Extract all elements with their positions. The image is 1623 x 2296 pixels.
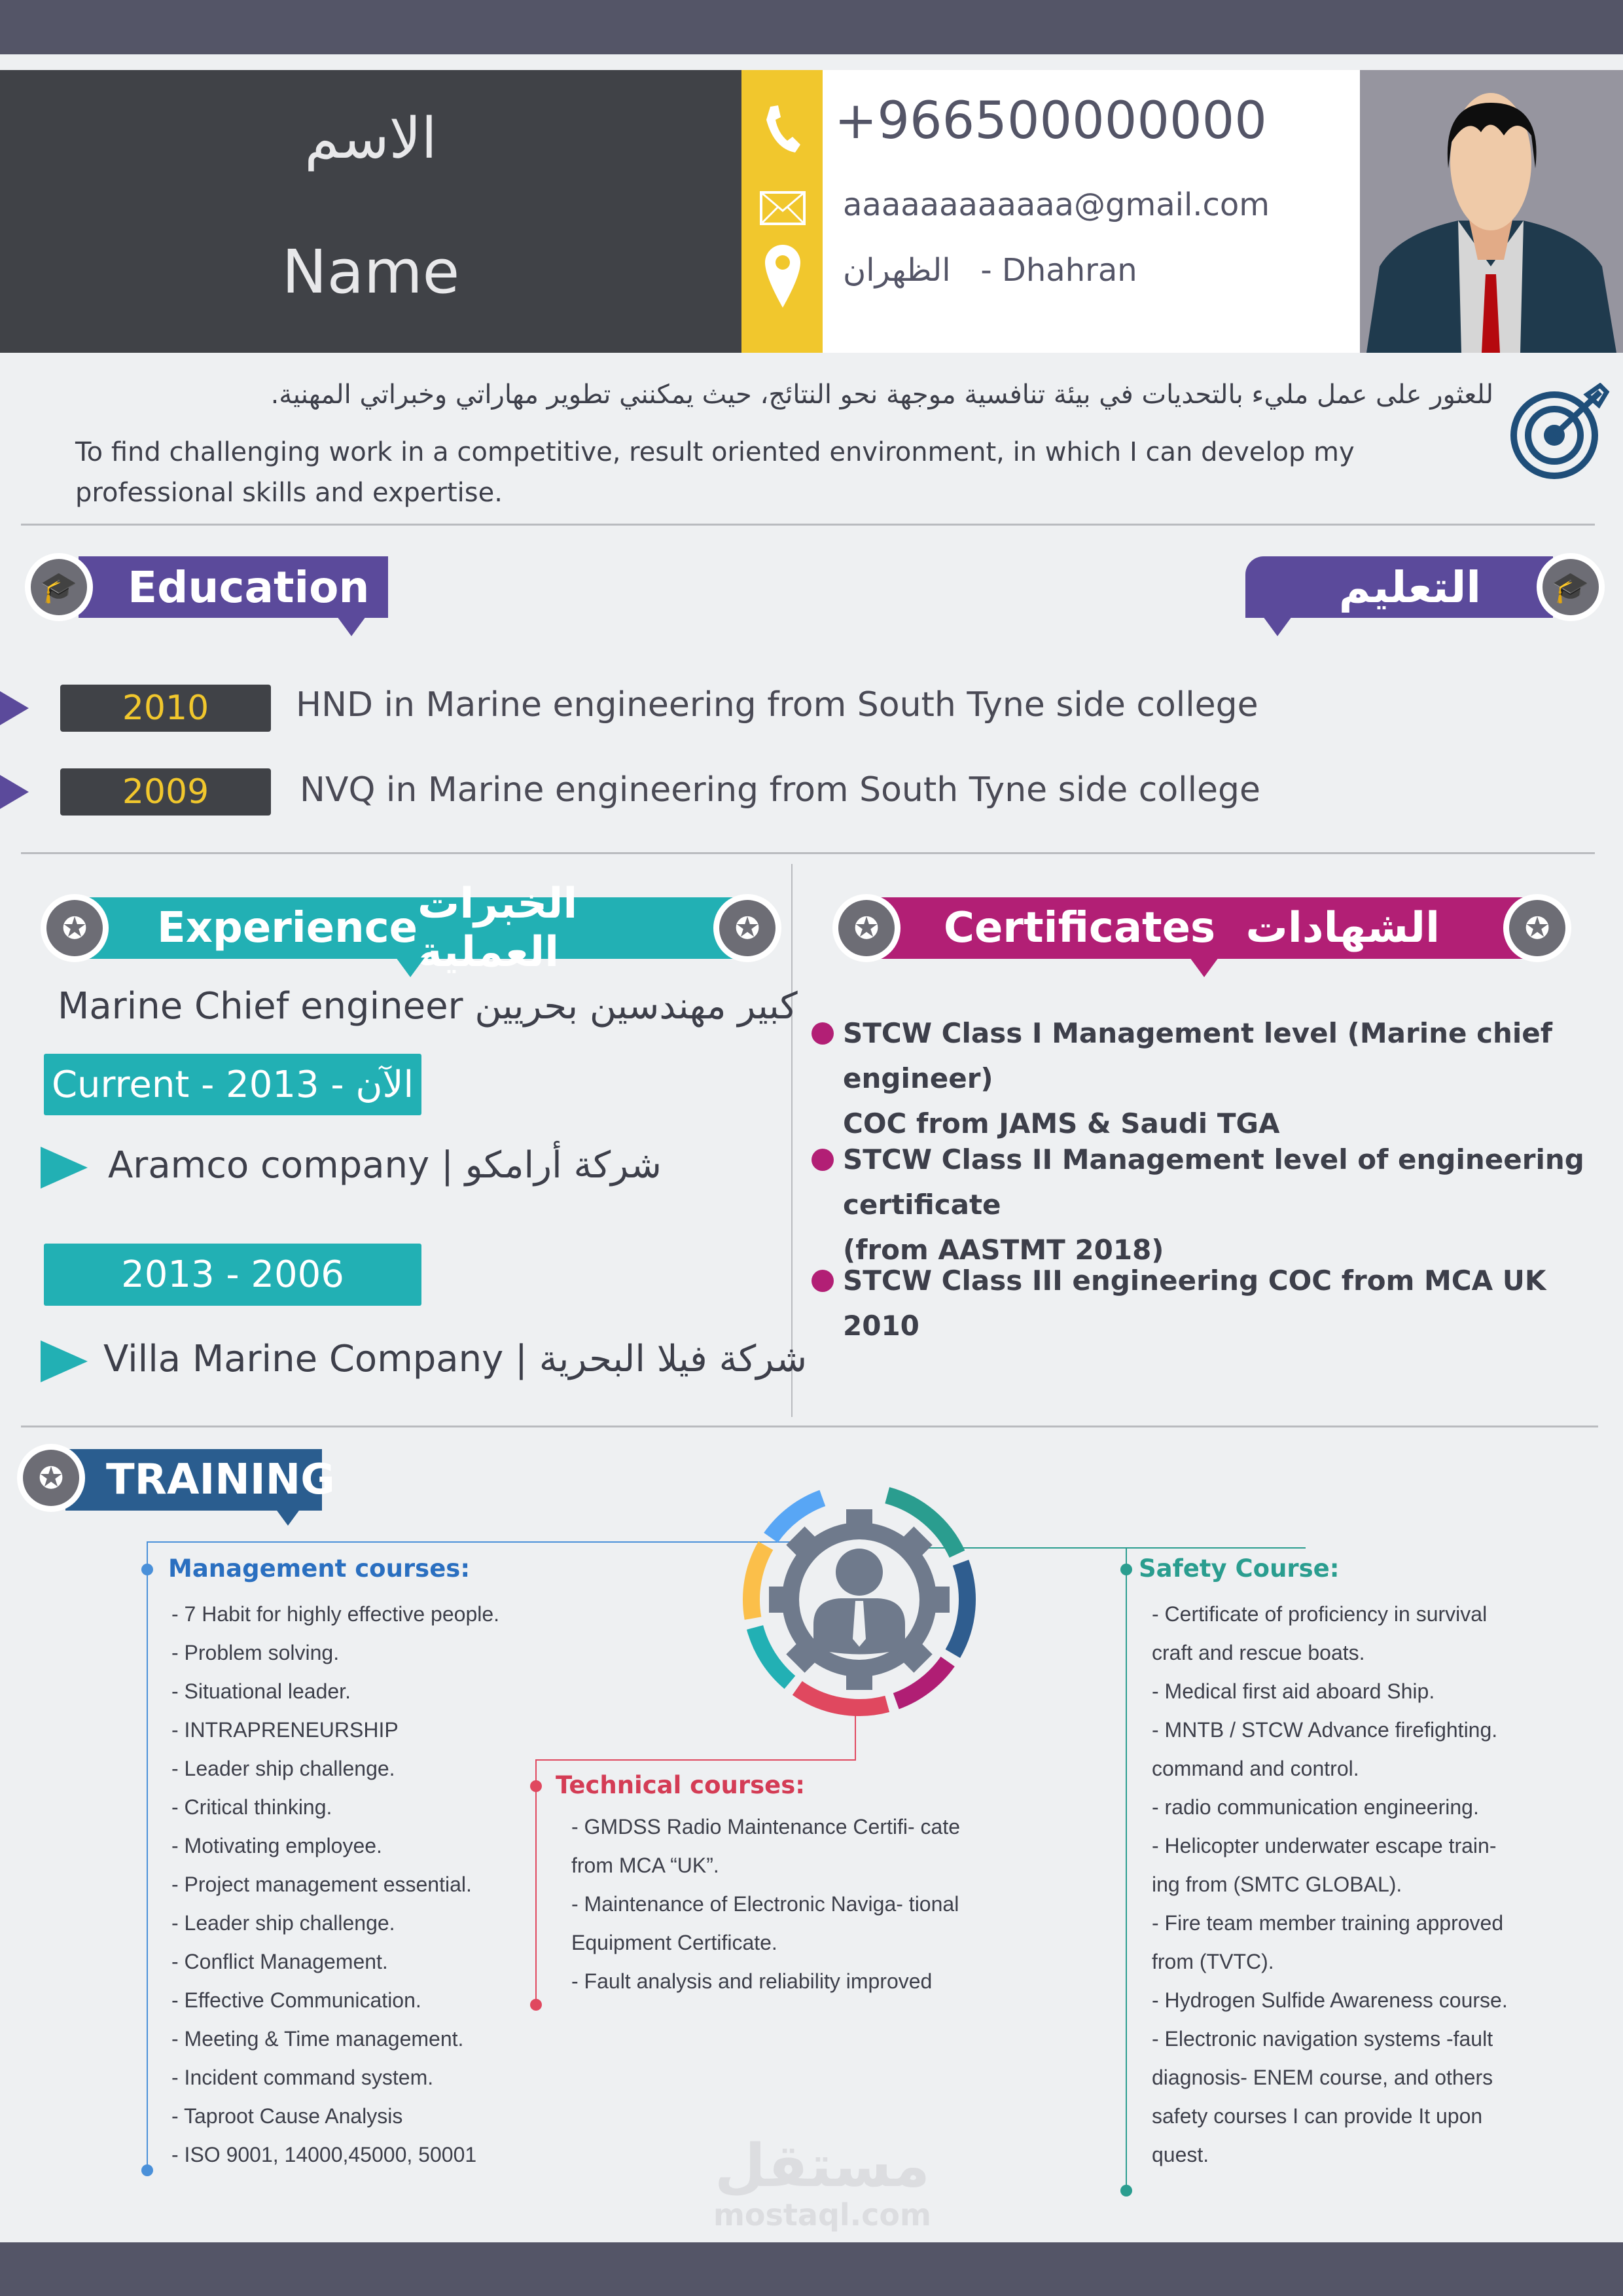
certificate-line: COC from JAMS & Saudi TGA [843,1107,1280,1139]
bullet-arrow-icon [41,1147,88,1189]
connector-line [1126,1547,1127,2191]
graduation-cap-icon: 🎓 [1537,553,1605,621]
contact-icon-strip [741,70,823,353]
divider [21,852,1595,854]
certificates-title: Certificates [944,904,1216,952]
course-item: - Critical thinking. [171,1795,332,1819]
city-arabic: الظهران [843,252,951,289]
ribbon-pointer [396,958,425,977]
bullet-arrow-icon [41,1340,88,1382]
timeline-node [141,1564,153,1575]
timeline-node [1120,1564,1132,1575]
phone-icon [761,103,803,155]
course-item: - Project management essential. [171,1873,472,1896]
course-item: safety courses I can provide It upon [1152,2104,1483,2128]
ribbon-pointer [337,617,366,636]
course-item: - Fire team member training approved [1152,1911,1504,1935]
course-item: - Hydrogen Sulfide Awareness course. [1152,1988,1508,2012]
course-item: - Situational leader. [171,1679,351,1703]
course-item: craft and rescue boats. [1152,1641,1365,1664]
training-gear-graphic [728,1469,990,1731]
course-item: - Leader ship challenge. [171,1757,395,1780]
avatar [1360,70,1623,353]
course-item: - Leader ship challenge. [171,1911,395,1935]
ribbon-pointer [1190,958,1219,977]
person-avatar-icon [1360,70,1623,353]
award-badge-icon: ✪ [713,894,781,962]
job-role: Marine Chief engineer كبير مهندسين بحريين [58,985,798,1028]
year-badge: 2010 [60,685,271,732]
period-badge: 2013 - 2006 [44,1244,421,1306]
target-icon [1508,383,1610,481]
course-item: from MCA “UK”. [571,1854,719,1877]
certificates-header [870,897,1538,959]
email-address: aaaaaaaaaaaa@gmail.com [843,187,1270,223]
connector-line [147,1541,801,1543]
divider [21,1426,1598,1427]
bullet-dot [812,1149,834,1171]
education-title: Education [128,562,370,613]
award-badge-icon: ✪ [832,894,901,962]
name-arabic: الاسم [304,106,437,171]
company-name: Villa Marine Company | شركة فيلا البحرية [103,1338,808,1380]
course-item: - Effective Communication. [171,1988,421,2012]
top-bar [0,0,1623,54]
experience-title: Experience [157,904,418,952]
location [843,252,1137,289]
course-item: Equipment Certificate. [571,1931,777,1954]
course-item: - Electronic navigation systems -fault [1152,2027,1493,2051]
timeline-node [530,1780,542,1792]
course-item: - Incident command system. [171,2066,434,2089]
course-item: - GMDSS Radio Maintenance Certifi- cate [571,1815,960,1839]
award-badge-icon: ✪ [1503,894,1571,962]
course-item: - Conflict Management. [171,1950,388,1973]
certificate-line: STCW Class III engineering COC from MCA UK 2010 [843,1265,1546,1342]
objective-english: To find challenging work in a competitive, result oriented environment, in which I can develop my professional skills and expertise. [75,437,1355,508]
certificate-item [812,1137,1616,1272]
technical-title: Technical courses: [556,1771,806,1799]
course-item: - Certificate of proficiency in survival [1152,1602,1488,1626]
course-item: - Taproot Cause Analysis [171,2104,403,2128]
bottom-bar [0,2242,1623,2296]
certificates-title-arabic: الشهادات [1245,904,1440,952]
course-item: diagnosis- ENEM course, and others [1152,2066,1493,2089]
watermark-arabic: مستقل [714,2132,931,2200]
location-pin-icon [764,243,802,309]
bullet-arrow-icon [0,775,29,809]
management-title: Management courses: [168,1554,471,1583]
course-item: command and control. [1152,1757,1359,1780]
experience-header [79,880,746,977]
connector-line [535,1759,537,2005]
name-english: Name [281,237,460,307]
timeline-node [141,2164,153,2176]
course-item: - MNTB / STCW Advance firefighting. [1152,1718,1498,1742]
company-name: Aramco company | شركة أرامكو [108,1144,662,1187]
safety-title: Safety Course: [1139,1554,1340,1583]
bullet-arrow-icon [0,691,29,725]
course-item: - Fault analysis and reliability improved [571,1969,933,1993]
certificate-item [812,1011,1616,1146]
name-panel [0,70,741,353]
certificate-line: (from AASTMT 2018) [843,1234,1164,1266]
watermark-logo [713,2132,931,2233]
watermark-url: mostaql.com [713,2197,931,2233]
column-divider [791,864,793,1417]
education-title-arabic: التعليم [1338,562,1481,613]
technical-course-list [571,1808,960,2001]
divider [21,524,1595,526]
certificate-line: STCW Class II Management level of engineering certificate [843,1143,1584,1221]
education-header-ar [1245,556,1553,618]
course-item: - radio communication engineering. [1152,1795,1479,1819]
period-badge: Current - الآن - 2013 [44,1054,421,1115]
training-title: TRAINING [106,1456,335,1504]
graduation-cap-icon: 🎓 [25,553,93,621]
course-item: quest. [1152,2143,1209,2166]
ribbon-pointer [274,1506,302,1526]
year-badge: 2009 [60,768,271,816]
connector-line [147,1541,148,2170]
course-item: - Medical first aid aboard Ship. [1152,1679,1435,1703]
education-header-en [79,556,388,618]
objective-arabic: للعثور على عمل مليء بالتحديات في بيئة تنافسية موجهة نحو النتائج، حيث يمكنني تطوير مهاراتي وخبراتي المهنية. [270,380,1493,410]
timeline-node [530,1999,542,2011]
course-item: - Motivating employee. [171,1834,382,1857]
safety-course-list [1152,1595,1508,2174]
course-item: ing from (SMTC GLOBAL). [1152,1873,1402,1896]
course-item: - ISO 9001, 14000,45000, 50001 [171,2143,477,2166]
ribbon-pointer [1263,617,1292,636]
connector-line [535,1759,856,1761]
timeline-node [1120,2185,1132,2197]
award-badge-icon: ✪ [41,894,109,962]
award-badge-icon: ✪ [17,1444,85,1512]
course-item: from (TVTC). [1152,1950,1274,1973]
course-item: - Maintenance of Electronic Naviga- tional [571,1892,959,1916]
certificate-item [812,1258,1616,1348]
bullet-dot [812,1022,834,1045]
course-item: - Problem solving. [171,1641,340,1664]
course-item: - Meeting & Time management. [171,2027,464,2051]
education-entry: NVQ in Marine engineering from South Tyne side college [300,770,1261,810]
education-entry: HND in Marine engineering from South Tyne side college [296,685,1258,725]
city-english: - Dhahran [980,252,1137,289]
bullet-dot [812,1270,834,1292]
experience-title-arabic: الخبرات العملية [418,880,578,977]
course-item: - Helicopter underwater escape train- [1152,1834,1497,1857]
phone-number: +966500000000 [834,92,1267,151]
certificate-line: STCW Class I Management level (Marine chief engineer) [843,1017,1553,1094]
course-item: - 7 Habit for highly effective people. [171,1602,500,1626]
email-icon [760,191,806,225]
training-header [65,1449,335,1511]
management-course-list [171,1595,499,2174]
course-item: - INTRAPRENEURSHIP [171,1718,399,1742]
